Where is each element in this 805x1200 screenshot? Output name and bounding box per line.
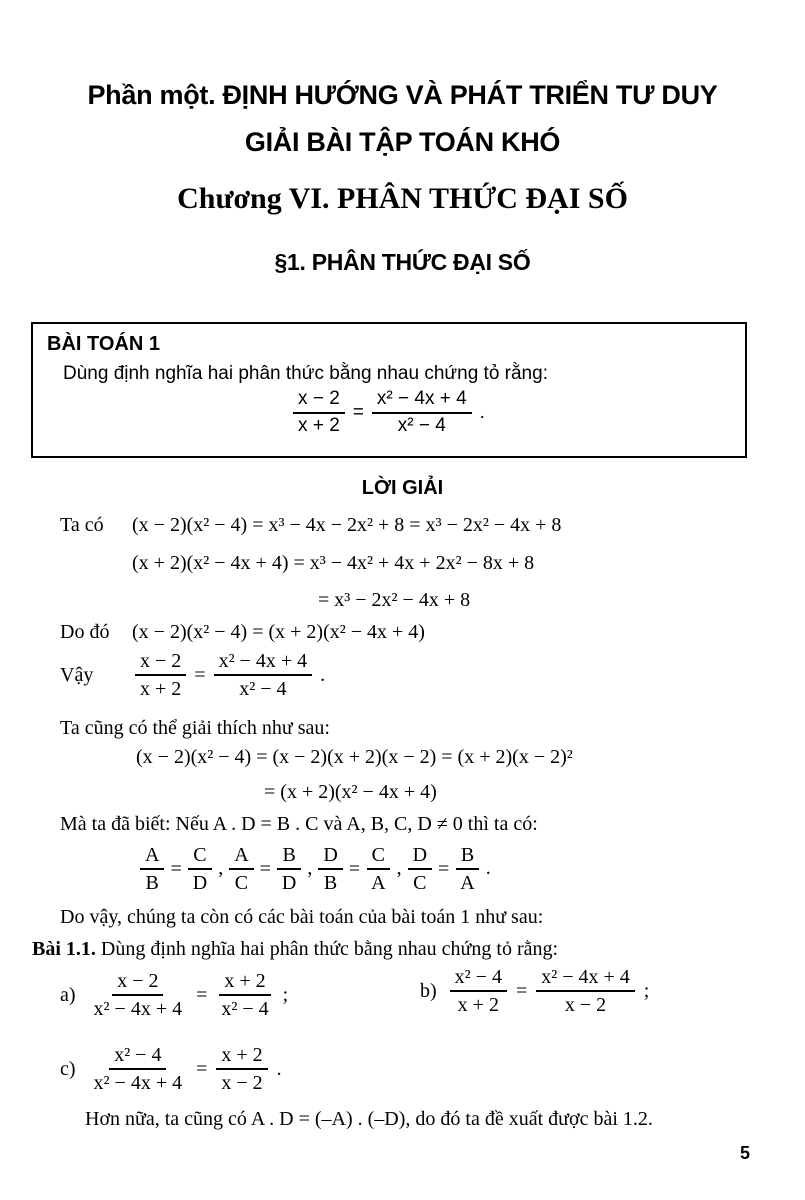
exercise-statement: Dùng định nghĩa hai phân thức bằng nhau chứng tỏ rằng: xyxy=(95,938,559,960)
fraction-rhs xyxy=(372,389,472,437)
solution-line-8: = (x + 2)(x² − 4x + 4) xyxy=(264,781,437,803)
part-tag: a) xyxy=(60,983,76,1006)
solution-line-9: Mà ta đã biết: Nếu A . D = B . C và A, B, C, D ≠ 0 thì ta có: xyxy=(60,813,538,835)
fraction-numerator: x + 2 xyxy=(216,1044,267,1070)
fraction-denominator: D xyxy=(192,872,208,894)
equals-sign: = xyxy=(170,857,182,880)
exercise-label: Bài 1.1. xyxy=(32,938,96,960)
fraction-rhs xyxy=(455,844,479,894)
fraction-numerator: D xyxy=(408,844,432,870)
fraction-denominator: B xyxy=(323,872,338,894)
fraction-denominator: x + 2 xyxy=(457,994,499,1016)
equals-sign: = xyxy=(438,857,450,880)
fraction-numerator: C xyxy=(188,844,211,870)
fraction-denominator: x + 2 xyxy=(140,678,182,700)
fraction-numerator: B xyxy=(456,844,479,870)
problem-statement: Dùng định nghĩa hai phân thức bằng nhau chứng tỏ rằng: xyxy=(63,363,548,384)
fraction-denominator: C xyxy=(234,872,249,894)
fraction-lhs xyxy=(140,844,164,894)
solution-line-3: = x³ − 2x² − 4x + 8 xyxy=(318,589,471,611)
equals-sign: = xyxy=(196,1057,208,1080)
fraction-denominator: B xyxy=(145,872,159,894)
fraction-rhs xyxy=(216,1044,267,1094)
fraction-denominator: x − 2 xyxy=(221,1072,263,1094)
equals-sign: = xyxy=(196,983,208,1006)
line-label: Vậy xyxy=(60,663,94,686)
fraction-numerator: x − 2 xyxy=(112,970,163,996)
fraction-numerator: A xyxy=(229,844,253,870)
fraction-denominator: x − 2 xyxy=(564,994,607,1016)
fraction-lhs xyxy=(229,844,253,894)
solution-line-7: (x − 2)(x² − 4) = (x − 2)(x + 2)(x − 2) = (x + 2)(x − 2)² xyxy=(136,746,573,768)
fraction-lhs xyxy=(318,844,342,894)
fraction-numerator: x + 2 xyxy=(219,970,270,996)
fraction-denominator: x² − 4 xyxy=(239,678,287,700)
fraction-numerator: x − 2 xyxy=(135,650,186,676)
line-math: (x − 2)(x² − 4) = x³ − 4x − 2x² + 8 = x³ − 2x² − 4x + 8 xyxy=(132,514,562,536)
solution-line-2: (x + 2)(x² − 4x + 4) = x³ − 4x² + 4x + 2x² − 8x + 8 xyxy=(132,552,535,574)
fraction-numerator: x − 2 xyxy=(293,389,345,414)
equals-sign: = xyxy=(259,857,271,880)
solution-line-10: Do vậy, chúng ta còn có các bài toán của bài toán 1 như sau: xyxy=(60,906,544,928)
fraction-denominator: x² − 4x + 4 xyxy=(93,998,183,1020)
separator: . xyxy=(485,857,491,879)
fraction-rhs xyxy=(214,650,313,700)
part-heading-line2: GIẢI BÀI TẬP TOÁN KHÓ xyxy=(244,127,561,157)
closing-remark: Hơn nữa, ta cũng có A . D = (–A) . (–D), do đó ta đề xuất được bài 1.2. xyxy=(85,1108,653,1130)
chapter-heading: Chương VI. PHÂN THỨC ĐẠI SỐ xyxy=(177,182,628,215)
part-tag: c) xyxy=(60,1057,76,1080)
fraction-rhs xyxy=(216,970,273,1020)
line-label: Ta có xyxy=(60,514,104,536)
problem-box xyxy=(31,322,747,458)
fraction-lhs xyxy=(450,966,507,1016)
separator: , xyxy=(218,857,224,879)
part-end: . xyxy=(276,1057,282,1080)
fraction-numerator: x² − 4x + 4 xyxy=(214,650,313,676)
solution-line-4 xyxy=(60,621,425,644)
fraction-denominator: C xyxy=(413,872,427,894)
equals-sign: = xyxy=(515,979,528,1002)
fraction-lhs xyxy=(89,970,188,1020)
fraction-lhs xyxy=(408,844,432,894)
separator: , xyxy=(396,857,402,879)
fraction-denominator: x² − 4 xyxy=(221,998,269,1020)
problem-title: BÀI TOÁN 1 xyxy=(47,333,160,355)
equals-sign: = xyxy=(348,857,361,880)
exercise-part-c xyxy=(60,1044,282,1094)
fraction-lhs xyxy=(135,650,186,700)
part-end: ; xyxy=(282,983,289,1006)
fraction-numerator: A xyxy=(140,844,164,870)
fraction-numerator: x² − 4x + 4 xyxy=(372,389,472,414)
fraction-denominator: D xyxy=(281,872,297,894)
fraction-denominator: x + 2 xyxy=(298,414,340,436)
equals-sign: = xyxy=(194,663,206,686)
fraction-lhs xyxy=(89,1044,188,1094)
part-tag: b) xyxy=(420,979,437,1002)
fraction-rhs xyxy=(366,844,390,894)
separator: , xyxy=(307,857,313,879)
solution-line-5 xyxy=(60,650,325,700)
fraction-rhs xyxy=(188,844,212,894)
page-number: 5 xyxy=(740,1143,751,1163)
exercise-heading xyxy=(32,938,558,961)
line-label: Do đó xyxy=(60,621,110,643)
fraction-denominator: x² − 4x + 4 xyxy=(93,1072,183,1094)
fraction-numerator: x² − 4x + 4 xyxy=(536,966,635,992)
equals-sign: = xyxy=(352,401,364,423)
fraction-denominator: A xyxy=(371,872,386,894)
part-heading-line1: Phần một. ĐỊNH HƯỚNG VÀ PHÁT TRIỂN TƯ DUY xyxy=(87,80,718,110)
fraction-numerator: x² − 4 xyxy=(450,966,507,992)
fraction-numerator: C xyxy=(367,844,390,870)
exercise-part-b xyxy=(420,966,649,1016)
line-math: (x − 2)(x² − 4) = (x + 2)(x² − 4x + 4) xyxy=(132,621,425,643)
section-heading: §1. PHÂN THỨC ĐẠI SỐ xyxy=(274,249,531,275)
equation-period: . xyxy=(479,401,485,423)
exercise-part-a xyxy=(60,970,288,1020)
fraction-numerator: D xyxy=(318,844,342,870)
solution-line-1 xyxy=(60,514,561,537)
fraction-numerator: B xyxy=(277,844,300,870)
conclusion-equation xyxy=(135,650,325,700)
solution-heading: LỜI GIẢI xyxy=(361,477,444,499)
part-end: ; xyxy=(643,979,650,1002)
fraction-lhs xyxy=(293,389,345,437)
fraction-rhs xyxy=(536,966,635,1016)
equation-period: . xyxy=(320,663,326,686)
problem-equation xyxy=(33,389,745,437)
solution-line-6: Ta cũng có thể giải thích như sau: xyxy=(60,717,330,739)
fraction-denominator: x² − 4 xyxy=(397,414,446,436)
fraction-rhs xyxy=(277,844,301,894)
proportions-row xyxy=(140,844,491,894)
fraction-denominator: A xyxy=(460,872,475,894)
fraction-numerator: x² − 4 xyxy=(109,1044,166,1070)
